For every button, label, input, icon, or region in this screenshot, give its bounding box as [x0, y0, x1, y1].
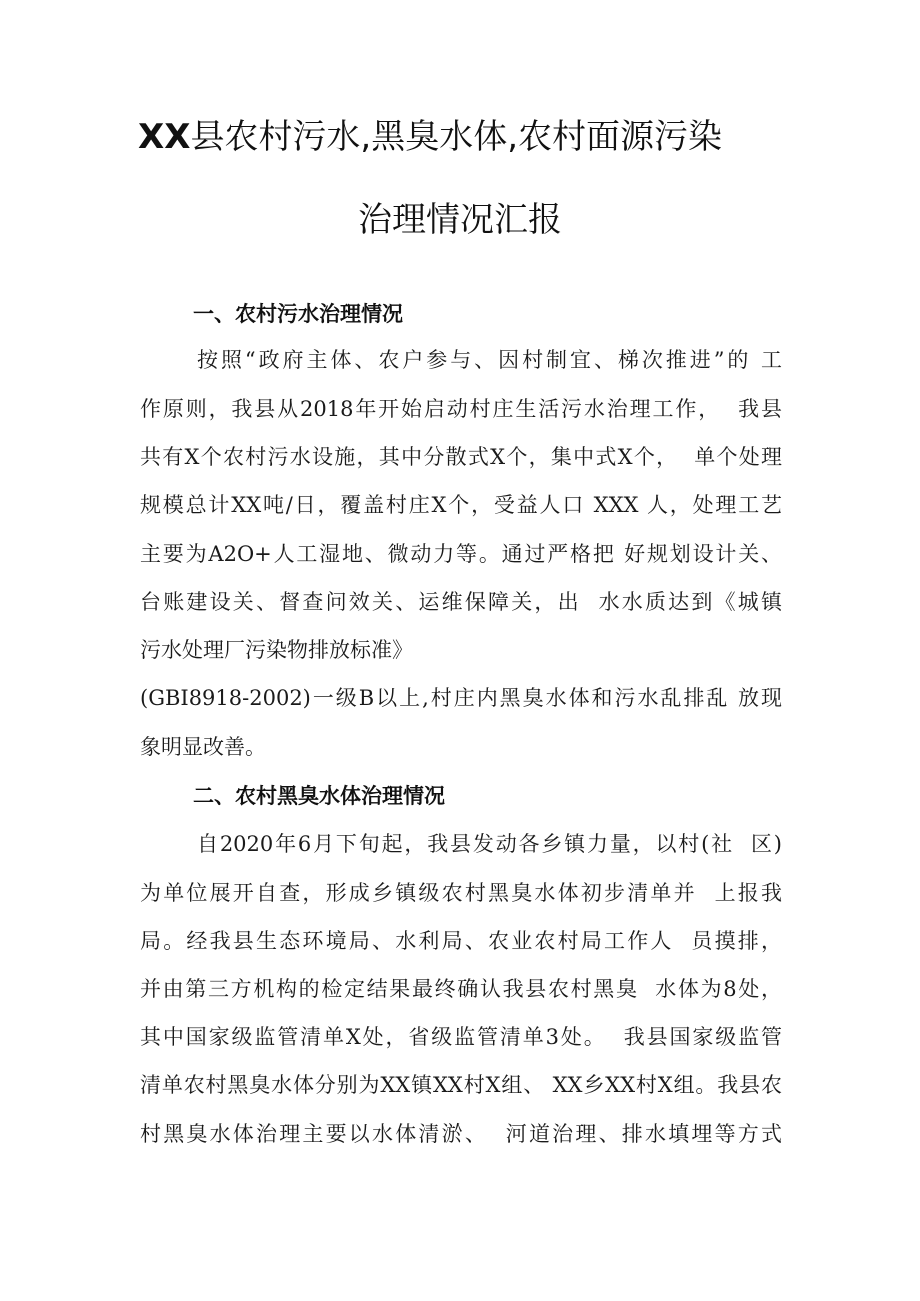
- section-2-line: 自2020年6月下旬起，我县发动各乡镇力量，以村(社 区): [197, 832, 782, 856]
- section-1-line: 主要为A2O+人工湿地、微动力等。通过严格把 好规划设计关、: [140, 542, 782, 566]
- document-title-line-2: 治理情况汇报: [358, 200, 562, 240]
- section-2-heading: 二、农村黑臭水体治理情况: [193, 784, 445, 808]
- section-2-line: 村黑臭水体治理主要以水体清淤、 河道治理、排水填埋等方式: [140, 1122, 782, 1146]
- document-title-line-1: [138, 117, 722, 157]
- section-1-line: 台账建设关、督查问效关、运维保障关，出 水水质达到《城镇: [140, 590, 782, 614]
- section-1-line: 作原则，我县从2018年开始启动村庄生活污水治理工作， 我县: [140, 397, 782, 421]
- section-1-heading: 一、农村污水治理情况: [193, 302, 403, 326]
- section-2-line: 局。经我县生态环境局、水利局、农业农村局工作人 员摸排，: [140, 929, 782, 953]
- section-2-line: 其中国家级监管清单X处，省级监管清单3处。 我县国家级监管: [140, 1025, 782, 1049]
- title-prefix: XX: [138, 117, 191, 157]
- section-2-line: 清单农村黑臭水体分别为XX镇XX村X组、 XX乡XX村X组。我县农: [140, 1073, 782, 1097]
- section-1-line: 按照“政府主体、农户参与、因村制宜、梯次推进”的 工: [197, 348, 782, 372]
- section-2-line: 并由第三方机构的检定结果最终确认我县农村黑臭 水体为8处，: [140, 977, 782, 1001]
- section-1-line: (GBI8918-2002)一级B以上,村庄内黑臭水体和污水乱排乱 放现: [140, 686, 782, 710]
- section-2-line: 为单位展开自查，形成乡镇级农村黑臭水体初步清单并 上报我: [140, 881, 782, 905]
- section-1-line: 污水处理厂污染物排放标准》: [140, 638, 413, 662]
- section-1-line: 象明显改善。: [140, 735, 266, 759]
- section-1-line: 规模总计XX吨/日，覆盖村庄X个，受益人口 XXX 人，处理工艺: [140, 493, 782, 517]
- title-rest: 县农村污水,黑臭水体,农村面源污染: [190, 117, 723, 157]
- section-1-line: 共有X个农村污水设施，其中分散式X个，集中式X个， 单个处理: [140, 445, 782, 469]
